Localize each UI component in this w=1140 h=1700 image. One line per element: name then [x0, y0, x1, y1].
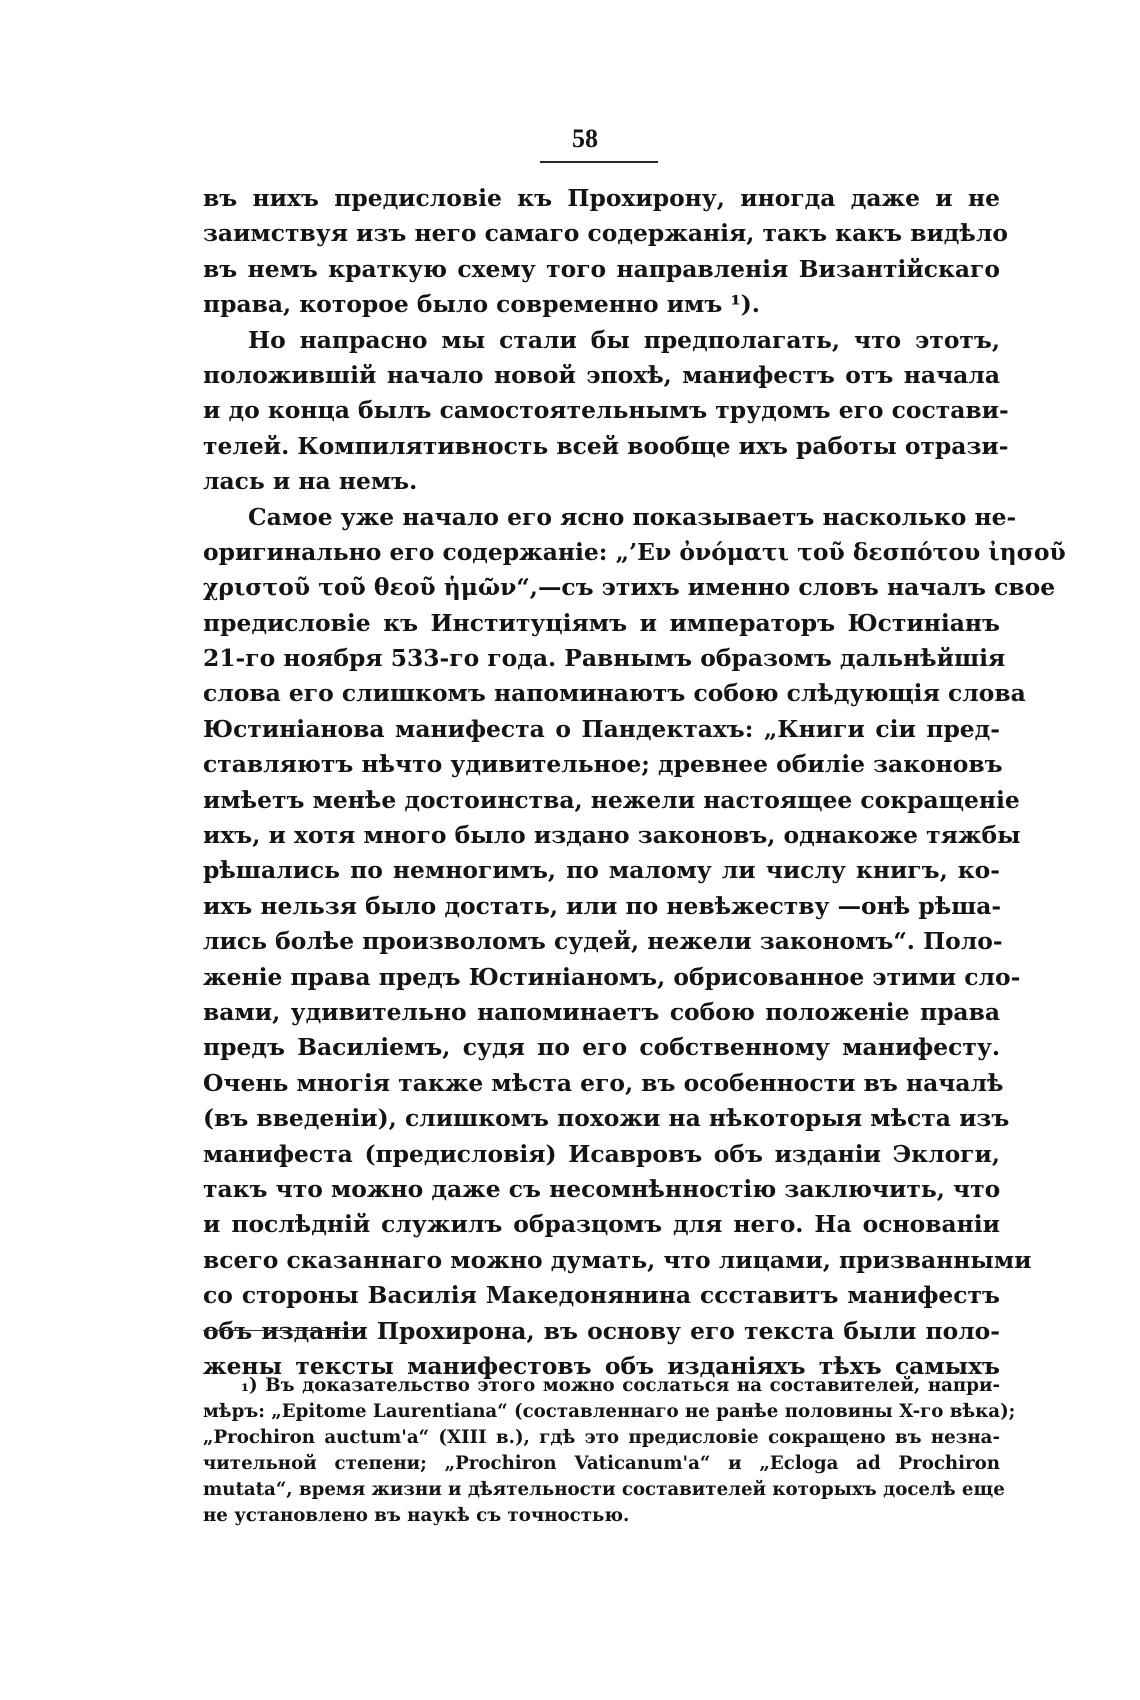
text-line: Очень многія также мѣста его, въ особенности въ началѣ	[203, 1068, 1004, 1097]
text-line: права, которое было современно имъ ¹).	[203, 290, 760, 319]
text-line: вами, удивительно напоминаетъ собою положеніе права	[203, 997, 1000, 1026]
page-number: 58	[572, 124, 598, 153]
text-line: имѣетъ менѣе достоинства, нежели настоящее сокращеніе	[203, 785, 1020, 814]
footnote-line: ₁) Въ доказательство этого можно сослаться на составителей, напри-	[241, 1375, 1000, 1396]
text-line: 21-го ноября 533-го года. Равнымъ образомъ дальнѣйшія	[203, 644, 1006, 673]
text-line: предисловіе къ Институціямъ и императоръ Юстиніанъ	[203, 608, 1000, 637]
text-line: ихъ, и хотя много было издано законовъ, однакоже тяжбы	[203, 821, 1021, 850]
footnote-line: чительной степени; „Prochiron Vaticanum'a“ и „Ecloga ad Prochiron	[203, 1453, 1000, 1474]
text-line: лась и на немъ.	[203, 467, 418, 496]
text-line: ставляютъ нѣчто удивительное; древнее обиліе законовъ	[203, 750, 1003, 779]
text-line: и послѣдній служилъ образцомъ для него. На основаніи	[203, 1210, 1000, 1239]
text-line: Юстиніанова манифеста о Пандектахъ: „Книги сіи пред-	[203, 714, 1000, 743]
footnote-line: „Prochiron auctum'a“ (XIII в.), гдѣ это предисловіе сокращено въ незна-	[203, 1427, 1000, 1448]
text-line: со стороны Василія Македонянина ссставитъ манифестъ	[203, 1281, 1000, 1310]
text-line: (въ введеніи), слишкомъ похожи на нѣкоторыя мѣста изъ	[203, 1104, 1010, 1133]
text-line: рѣшались по немногимъ, по малому ли числу книгъ, ко-	[203, 856, 1000, 885]
text-line: слова его слишкомъ напоминаютъ собою слѣдующія слова	[203, 679, 1026, 708]
footnote	[203, 1373, 1016, 1529]
paragraph-start-line: Самое уже начало его ясно показываетъ насколько не-	[248, 502, 1017, 531]
text-line: положившій начало новой эпохѣ, манифестъ отъ начала	[203, 360, 1000, 389]
text-line: объ изданіи Прохирона, въ основу его текста были поло-	[203, 1316, 1000, 1345]
text-line: такъ что можно даже съ несомнѣнностію заключить, что	[203, 1174, 1001, 1203]
paragraph-start-line: Но напрасно мы стали бы предполагать, что этотъ,	[248, 325, 1000, 354]
text-line: жены тексты манифестовъ объ изданіяхъ тѣхъ самыхъ	[203, 1351, 1000, 1380]
text-line: телей. Компилятивность всей вообще ихъ работы отрази-	[203, 431, 1009, 460]
text-line: всего сказаннаго можно думать, что лицами, призванными	[203, 1245, 1032, 1274]
page-number-rule	[540, 161, 658, 163]
text-line: и до конца былъ самостоятельнымъ трудомъ его состави-	[203, 396, 1009, 425]
main-text	[203, 181, 1066, 1384]
footnote-separator	[203, 1330, 353, 1331]
text-line: заимствуя изъ него самаго содержанія, такъ какъ видѣло	[203, 219, 1008, 248]
text-line: ихъ нельзя было достать, или по невѣжеству —онѣ рѣша-	[203, 891, 1002, 920]
text-line: χριστοῦ τοῦ θεοῦ ἡμῶν“,—съ этихъ именно словъ началъ свое	[203, 573, 1056, 602]
text-line: въ нихъ предисловіе къ Прохирону, иногда даже и не	[203, 184, 1000, 212]
text-line: предъ Василіемъ, судя по его собственному манифесту.	[203, 1033, 1000, 1062]
footnote-line: mutata“, время жизни и дѣятельности составителей которыхъ доселѣ еще	[203, 1479, 1005, 1500]
footnote-line: не установлено въ наукѣ съ точностью.	[203, 1505, 630, 1526]
text-line: манифеста (предисловія) Исавровъ объ изданіи Эклоги,	[203, 1139, 1000, 1168]
text-line: женіе права предъ Юстиніаномъ, обрисованное этими сло-	[203, 962, 1021, 991]
footnote-line: мѣръ: „Epitome Laurentiana“ (составленнаго не ранѣе половины X-го вѣка);	[203, 1401, 1016, 1422]
text-line: оригинально его содержаніе: „’Εν ὀνόματι τοῦ δεσπότου ἰησοῦ	[203, 537, 1066, 566]
text-line: лись болѣе произволомъ судей, нежели закономъ“. Поло-	[203, 927, 1003, 956]
text-line: въ немъ краткую схему того направленія Византійскаго	[203, 254, 1000, 283]
